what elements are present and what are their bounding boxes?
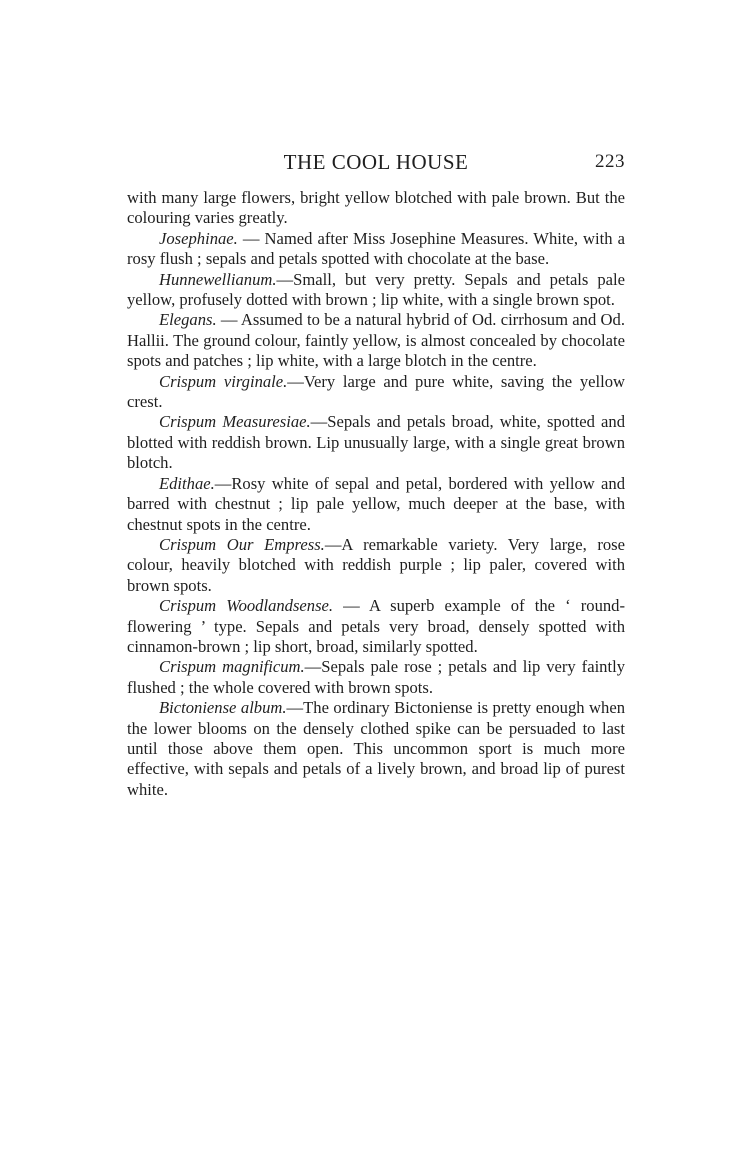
variety-description: —Small, but very pretty. Sepals and petals pale yellow, profusely dotted with brown ; lip white, with a single brown spot. xyxy=(127,269,625,310)
entry-elegans xyxy=(127,310,625,371)
variety-name: Bictoniense album. xyxy=(159,698,287,718)
variety-description: — A superb example of the ‘ round-flowering ’ type. Sepals and petals very broad, densely spotted with cinnamon-brown ; lip short, broad, similarly spotted. xyxy=(127,596,625,656)
variety-description: — Named after Miss Josephine Measures. White, with a rosy flush ; sepals and petals spotted with chocolate at the base. xyxy=(127,228,625,269)
variety-description: —Sepals pale rose ; petals and lip very faintly flushed ; the whole covered with brown spots. xyxy=(127,657,625,697)
variety-name: Josephinae. xyxy=(159,228,238,248)
variety-name: Crispum virginale. xyxy=(159,371,288,391)
variety-description: — Assumed to be a natural hybrid of Od. cirrhosum and Od. Hallii. The ground colour, faintly yellow, is almost concealed by chocolate spots and patches ; lip white, with a large blotch in the centre. xyxy=(127,310,625,371)
variety-name: Crispum Woodlandsense. xyxy=(159,596,334,616)
variety-name: Edithae. xyxy=(159,473,215,493)
body-text xyxy=(127,188,625,800)
paragraph-continuation xyxy=(127,188,625,229)
variety-description: —Very large and pure white, saving the yellow crest. xyxy=(127,371,626,412)
entry-crispum-virginale xyxy=(127,372,625,413)
entry-crispum-measuresiae xyxy=(127,412,625,473)
entry-crispum-magnificum xyxy=(127,657,625,698)
variety-name: Crispum Our Empress. xyxy=(159,534,325,554)
paragraph-text: with many large flowers, bright yellow blotched with pale brown. But the colouring varies greatly. xyxy=(127,188,625,228)
page-number: 223 xyxy=(595,151,625,172)
variety-description: —Sepals and petals broad, white, spotted and blotted with reddish brown. Lip unusually large, with a single great brown blotch. xyxy=(127,412,625,473)
variety-name: Crispum Measuresiae. xyxy=(159,412,311,432)
variety-name: Crispum magnificum. xyxy=(159,657,305,677)
variety-name: Hunnewellianum. xyxy=(159,269,277,289)
running-title: THE COOL HOUSE xyxy=(283,150,469,174)
running-head xyxy=(127,146,625,178)
variety-description: —Rosy white of sepal and petal, bordered with yellow and barred with chestnut ; lip pale yellow, much deeper at the base, with chestnut spots in the centre. xyxy=(127,473,625,534)
entry-bictoniense-album xyxy=(127,698,625,800)
variety-name: Elegans. xyxy=(159,310,217,330)
variety-description: —A remarkable variety. Very large, rose colour, heavily blotched with reddish purple ; lip paler, covered with brown spots. xyxy=(127,534,625,595)
entry-crispum-our-empress xyxy=(127,535,625,596)
entry-crispum-woodlandsense xyxy=(127,596,625,657)
entry-hunnewellianum xyxy=(127,270,625,311)
entry-edithae xyxy=(127,474,625,535)
variety-description: —The ordinary Bictoniense is pretty enough when the lower blooms on the densely clothed spike can be persuaded to last until those above them open. This uncommon sport is much more effective, with sepals and petals of a lively brown, and broad lip of purest white. xyxy=(127,698,626,799)
entry-josephinae xyxy=(127,229,625,270)
